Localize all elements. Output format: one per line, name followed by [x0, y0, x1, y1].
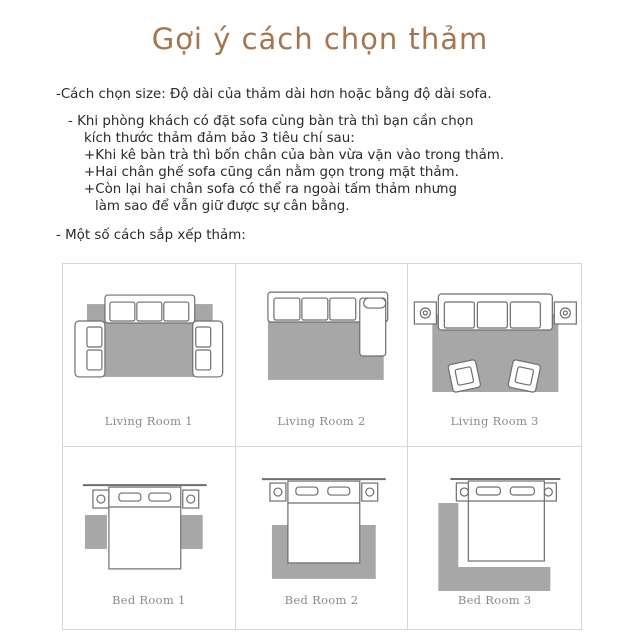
bed-room-1-diagram	[63, 447, 235, 597]
bed	[288, 481, 360, 563]
living-room-2-panel	[236, 264, 409, 447]
criterion-table: +Khi kê bàn trà thì bốn chân của bàn vừa vặn vào trong thảm.	[84, 148, 505, 163]
sofa-left	[75, 321, 105, 377]
room-label: Bed Room 2	[284, 593, 359, 607]
nightstand-left	[270, 483, 286, 501]
living-room-3-diagram	[408, 264, 581, 414]
criterion-sofa-cont: làm sao để vẫn giữ được sự cân bằng.	[95, 199, 350, 214]
criteria-intro: - Khi phòng khách có đặt sofa cùng bàn trà thì bạn cần chọn	[68, 114, 474, 129]
side-table-left	[415, 302, 437, 324]
armchair-right	[508, 359, 541, 392]
bedside-rug-right	[181, 515, 203, 549]
nightstand-right	[361, 483, 377, 501]
armchair-left	[448, 359, 481, 392]
bed-room-2-panel	[236, 447, 409, 630]
living-room-1-panel	[63, 264, 236, 447]
nightstand-right	[183, 490, 199, 508]
size-rule: -Cách chọn size: Độ dài của thảm dài hơn hoặc bằng độ dài sofa.	[56, 87, 492, 102]
bed-room-1-panel	[63, 447, 236, 630]
instructions	[56, 86, 626, 244]
criterion-chair: +Hai chân ghế sofa cũng cần nằm gọn trong mặt thảm.	[84, 165, 459, 180]
room-label: Living Room 2	[277, 413, 366, 428]
bed	[109, 487, 181, 569]
arrangements-heading: - Một số cách sắp xếp thảm:	[56, 228, 246, 243]
room-label: Bed Room 3	[457, 593, 532, 607]
bed-room-3-diagram	[408, 447, 581, 597]
criteria-intro-cont: kích thước thảm đảm bảo 3 tiêu chí sau:	[84, 131, 355, 146]
sofa-top	[105, 295, 195, 323]
sofa	[439, 294, 553, 330]
page-title: Gợi ý cách chọn thảm	[151, 22, 489, 56]
living-room-2-diagram	[236, 264, 408, 414]
side-table-right	[555, 302, 577, 324]
criterion-sofa: +Còn lại hai chân sofa có thể ra ngoài tấm thảm nhưng	[84, 182, 458, 197]
bed-room-2-diagram	[236, 447, 408, 597]
room-label: Living Room 1	[104, 413, 193, 428]
room-label: Bed Room 1	[111, 593, 186, 607]
bed-room-3-panel	[408, 447, 581, 630]
bedside-rug-left	[85, 515, 107, 549]
sofa-right	[193, 321, 223, 377]
bed	[469, 481, 545, 561]
rug-layout-grid	[62, 263, 582, 630]
living-room-3-panel	[408, 264, 581, 447]
room-label: Living Room 3	[450, 413, 539, 428]
nightstand-left	[93, 490, 109, 508]
living-room-1-diagram	[63, 264, 235, 414]
